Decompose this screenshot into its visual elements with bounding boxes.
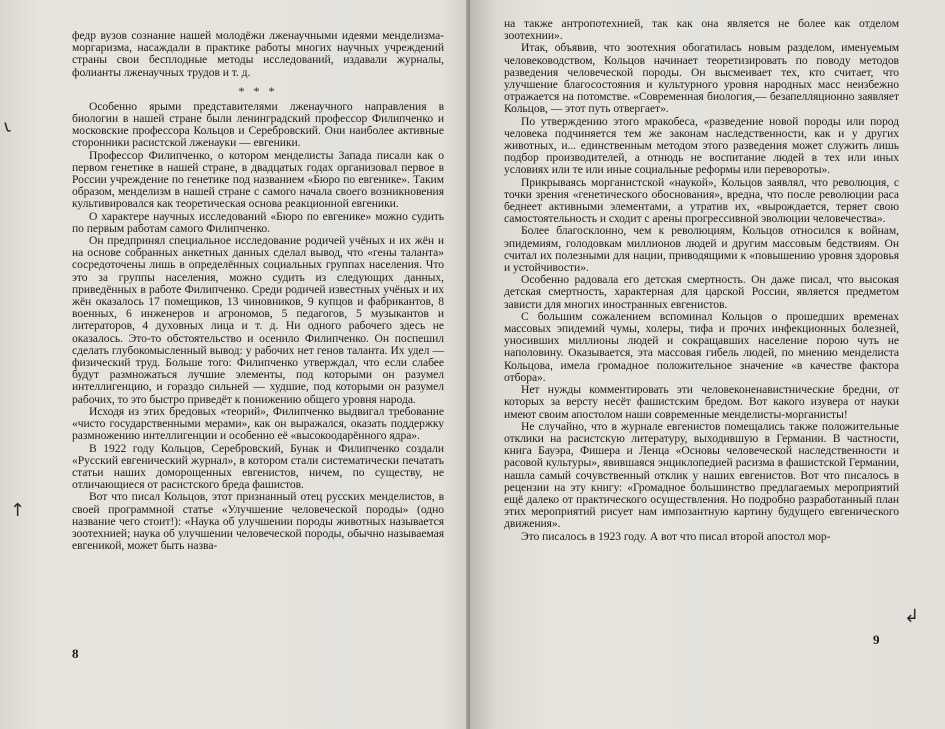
right-paragraph-8: Нет нужды комментировать эти человеконенавистнические бредни, от которых за версту несёт фашистским бредом. Вот какого изувера от науки имеют своим апостолом наши современные менделисты-морганисты! — [504, 383, 899, 421]
left-paragraph-6: Исходя из этих бредовых «теорий», Филипченко выдвигал требование «чисто государственными мерами», как он выражался, оказать поддержку размножению интеллигенции и особенно её «высокоодарённого ядра». — [72, 404, 444, 443]
right-paragraph-7: С большим сожалением вспоминал Кольцов о прошедших временах массовых эпидемий чумы, холеры, тифа и прочих инфекционных болезней, уносивших миллионы людей и сокращавших население порою чуть не наполовину. Оказывается, эта массовая гибель людей, по мнению менделиста Кольцова, имела громадное положительное значение «в качестве фактора отбора». — [504, 309, 899, 384]
right-page — [470, 0, 945, 729]
left-paragraph-8: Вот что писал Кольцов, этот признанный отец русских менделистов, в своей программной статье «Улучшение человеческой породы» (одно название чего стоит!): «Наука об улучшении породы животных называется зоотехнией; наука об улучшении человеческой породы, обычно называемая евгеникой, может быть назва- — [72, 490, 444, 553]
right-paragraph-9: Не случайно, что в журнале евгенистов помещались также положительные отклики на расистскую литературу, выходившую в Германии. В частности, книга Бауэра, Фишера и Ленца «Основы человеческой наследственности и расовой культуры», явившаяся энциклопедией расизма в фашистской Германии, нашла самый сочувственный отклик у наших евгенистов. Вот что писалось в рецензии на эту книгу: «Громадное большинство предлагаемых мероприятий ещё далеко от практического осуществления. Но подробно разработанный план этих мероприятий рисует нам импозантную картину будущего евгенического движения». — [504, 419, 899, 531]
right-paragraph-10: Это писалось в 1923 году. А вот что писал второй апостол мор- — [521, 529, 831, 543]
left-page-number: 8 — [72, 646, 79, 661]
left-paragraph-4: О характере научных исследований «Бюро по евгенике» можно судить по первым работам самого Филипченко. — [72, 209, 444, 235]
left-paragraph-7: В 1922 году Кольцов, Серебровский, Бунак и Филипченко создали «Русский евгенический журнал», в котором стали систематически печатать статьи наших доморощенных евгенистов, ничем, по существу, не отличающиеся от расистского бреда фашистов. — [72, 441, 444, 492]
section-separator: * * * — [238, 83, 278, 98]
left-paragraph-2: Особенно ярыми представителями лженаучного направления в биологии в нашей стране были ленинградский профессор Филипченко и московские профессора Кольцов и Серебровский. Они наиболее активные сторонники расистской лженауки — евгеники. — [72, 99, 444, 150]
right-paragraph-5: Более благосклонно, чем к революциям, Кольцов относился к войнам, эпидемиям, голодовкам миллионов людей и другим массовым бедствиям. Он считал их полезными для нации, приводящими к «повышению уровня здоровья и устойчивости». — [504, 224, 899, 275]
pencil-arrow-icon: ↑ — [10, 500, 26, 521]
right-paragraph-6: Особенно радовала его детская смертность. Он даже писал, что высокая детская смертность, характерная для царской России, является предметом зависти для многих иностранных евгенистов. — [504, 273, 899, 311]
pencil-hook-icon: ↲ — [904, 606, 920, 627]
right-paragraph-3: По утверждению этого мракобеса, «разведение новой породы или пород человека подчиняется тем же законам наследственности, как и у других животных, и... единственным методом этого разведения может служить лишь подбор производителей, а отнюдь не воспитание людей в тех или иных условиях или те или иные социальные реформы или перевороты». — [504, 114, 899, 177]
pencil-mark-icon: ɩ — [1, 115, 13, 138]
right-paragraph-2: Итак, объявив, что зоотехния обогатилась новым разделом, именуемым человеководством, Кольцов начинает теоретизировать по поводу методов разведения человеческой породы. Он высмеивает тех, кто считает, что улучшение благосостояния и культурного уровня народных масс неизбежно отражается на потомстве. «Современная биология,— безапелляционно заявляет Кольцов, — этот путь отвергает». — [504, 41, 899, 116]
right-page-number: 9 — [873, 632, 880, 647]
right-paragraph-1: на также антропотехнией, так как она является не более как отделом зоотехнии». — [504, 17, 899, 43]
left-paragraph-3: Профессор Филипченко, о котором менделисты Запада писали как о первом генетике в нашей стране, в двадцатых годах организовал первое в России учреждение по генетике под названием «Бюро по евгенике». Таким образом, менделизм в нашей стране с самого начала своего возникновения культивировался как теоретическая основа реакционной евгеники. — [72, 148, 444, 211]
left-paragraph-5: Он предпринял специальное исследование родичей учёных и их жён и на основе собранных анкетных данных сделал вывод, что «гены таланта» сосредоточены лишь в определённых социальных группах населения. Что это за группы населения, можно судить из следующих данных, приведённых в работе Филипченко. Среди родичей известных учёных и их жён оказалось 17 помещиков, 13 чиновников, 9 купцов и фабрикантов, 8 военных, 6 инженеров и агрономов, 5 педагогов, 5 музыкантов и литераторов, 4 духовных лица и т. д. Ни одного рабочего здесь не оказалось. Это-то обстоятельство и осенило Филипченко. Он поспешил сделать глубокомысленный вывод: у рабочих нет генов таланта. Их удел — физический труд. Больше того: Филипченко утверждал, что если слабее будут размножаться лучшие элементы, под которыми он разумел интеллигенцию, и гораздо сильней — худшие, под которыми он разумел рабочих, то это быстро приведёт к понижению общего уровня народа. — [72, 234, 444, 406]
left-page — [0, 0, 470, 729]
left-paragraph-1: федр вузов сознание нашей молодёжи лженаучными идеями менделизма-моргаризма, насаждали в практике работы многих научных учреждений страны свои бесплодные методы исследований, издавали журналы, фолианты лженаучных трудов и т. д. — [72, 29, 444, 79]
right-paragraph-4: Прикрываясь морганистской «наукой», Кольцов заявлял, что революция, с точки зрения «генетического обоснования», вредна, что после революции раса беднеет активными элементами, а утратив их, «вырождается, теряет свою самостоятельность и сходит с арены прогрессивной эволюции человечества». — [504, 175, 899, 226]
